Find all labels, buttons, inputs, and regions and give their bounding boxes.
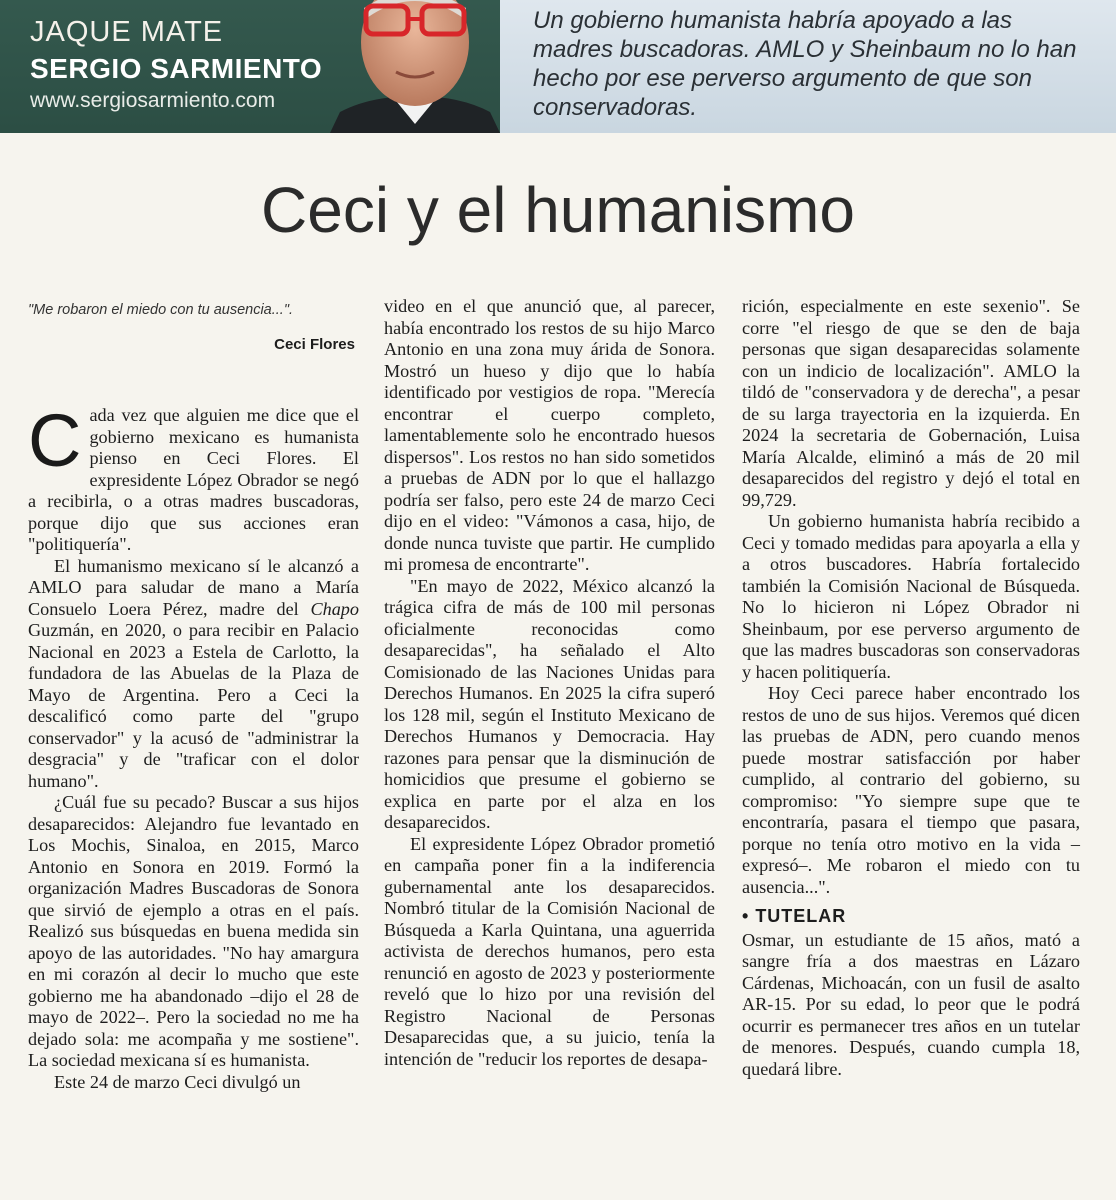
paragraph-6-continued: rición, especialmente en este sexenio". Se corre "el riesgo de que se den de baja personas que sigan desaparecidas solamente con un indicio de localización". AMLO la tildó de "conservadora y de derecha", a pesar de su larga trayectoria en la izquierda. En 2024 la secretaria de Gobernación, Luisa María Alcalde, eliminó a más de 20 mil desaparecidos del registro y dejó el total en 99,729. (742, 296, 1080, 510)
paragraph-7: Un gobierno humanista habría recibido a Ceci y tomado medidas para apoyarla a ella y a otros buscadores. Habría fortalecido también la Comisión Nacional de Búsqueda. No lo hicieron ni López Obrador ni Sheinbaum, por ese perverso argumento de que las madres buscadoras son conservadoras y hacen politiquería. (742, 511, 1080, 682)
section-heading: • TUTELAR (742, 906, 847, 926)
author-portrait (330, 0, 500, 133)
paragraph-1: Cada vez que alguien me dice que el gobierno mexicano es humanista pienso en Ceci Flores. El expresidente López Obrador se negó a recibirla, o a otras madres buscadoras, porque dijo que sus acciones eran "politiquería". (28, 399, 359, 554)
paragraph-4-continued: video en el que anunció que, al parecer, había encontrado los restos de su hijo Marco Antonio en una zona muy árida de Sonora. Mostró un hueso y dijo que lo había identificado por vestigios de ropa. "Merecía encontrar el cuerpo completo, lamentablemente solo he encontrado huesos dispersos". Los restos no han sido sometidos a pruebas de ADN por lo que el hallazgo podría ser falso, pero este 24 de marzo Ceci dijo en el video: "Vámonos a casa, hijo, de donde nunca tuviste que partir. He cumplido mi promesa de encontrarte". (384, 296, 715, 574)
epigraph-quote: "Me robaron el miedo con tu ausencia...". (28, 302, 293, 318)
column-name: JAQUE MATE (30, 16, 224, 48)
article-column-3 (742, 296, 1080, 1080)
article-column-2 (384, 296, 715, 1070)
bullet-icon: • (742, 906, 750, 926)
paragraph-2: El humanismo mexicano sí le alcanzó a AMLO para saludar de mano a María Consuelo Loera Pérez, madre del Chapo Guzmán, en 2020, o para recibir en Palacio Nacional en 2023 a Estela de Carlotto, la fundadora de las Abuelas de la Plaza de Mayo de Argentina. Pero a Ceci la descalificó como parte del "grupo conservador" y la acusó de "administrar la desgracia" y de "traficar con el dolor humano". (28, 555, 359, 791)
epigraph-author: Ceci Flores (274, 335, 355, 353)
column-tagline: Un gobierno humanista habría apoyado a las madres buscadoras. AMLO y Sheinbaum no lo han hecho por ese perverso argumento de que son conservadoras. (533, 7, 1077, 121)
author-name: SERGIO SARMIENTO (30, 53, 323, 84)
paragraph-5: "En mayo de 2022, México alcanzó la trágica cifra de más de 100 mil personas oficialmente reconocidas como desaparecidas", ha señalado el Alto Comisionado de las Naciones Unidas para Derechos Humanos. En 2025 la cifra superó los 128 mil, según el Instituto Mexicano de Derechos Humanos y Democracia. Hay razones para pensar que la disminución de homicidios que presume el gobierno se explica en parte por el alza en los desaparecidos. (384, 575, 715, 832)
column-header (0, 0, 1116, 133)
paragraph-6-start: El expresidente López Obrador prometió en campaña poner fin a la indiferencia gubernamental ante los desaparecidos. Nombró titular de la Comisión Nacional de Búsqueda a Karla Quintana, una aguerrida activista de derechos humanos, pero esta renunció en agosto de 2023 y posteriormente reveló que lo hizo por una revisión del Registro Nacional de Personas Desaparecidas que, a su juicio, tenía la intención de "reducir los reportes de desapa- (384, 833, 715, 1069)
article-column-1 (28, 296, 359, 1093)
tagline-box (500, 0, 1116, 133)
paragraph-9: Osmar, un estudiante de 15 años, mató a sangre fría a dos maestras en Lázaro Cárdenas, Michoacán, con un fusil de asalto AR-15. Por su edad, lo peor que le podrá ocurrir es permanecer tres años en un tutelar de menores. Después, cuando cumpla 18, quedará libre. (742, 929, 1080, 1079)
article-headline: Ceci y el humanismo (261, 174, 855, 246)
paragraph-8: Hoy Ceci parece haber encontrado los restos de uno de sus hijos. Veremos qué dicen las pruebas de ADN, pero cuando menos puede mostrar satisfacción por haber cumplido, al contrario del gobierno, su compromiso: "Yo siempre supe que te encontraría, pasara el tiempo que pasara, porque no tenía otro motivo en la vida –expresó–. Me robaron el miedo con tu ausencia...". (742, 683, 1080, 897)
paragraph-3: ¿Cuál fue su pecado? Buscar a sus hijos desaparecidos: Alejandro fue levantado en Los Mochis, Sinaloa, en 2015, Marco Antonio en Sonora en 2019. Formó la organización Madres Buscadoras de Sonora que sirvió de ejemplo a otras en el país. Realizó sus búsquedas en buena medida sin apoyo de las autoridades. "No hay amargura en mi corazón al decir lo mucho que este gobierno me ha abandonado –dijo el 28 de mayo de 2022–. Pero la sociedad no me ha dejado sola: me acompaña y me sostiene". La sociedad mexicana sí es humanista. (28, 792, 359, 1070)
column-branding (0, 0, 500, 133)
paragraph-4-start: Este 24 de marzo Ceci divulgó un (54, 1071, 301, 1092)
drop-cap: C (28, 399, 82, 482)
author-website: www.sergiosarmiento.com (30, 89, 276, 112)
